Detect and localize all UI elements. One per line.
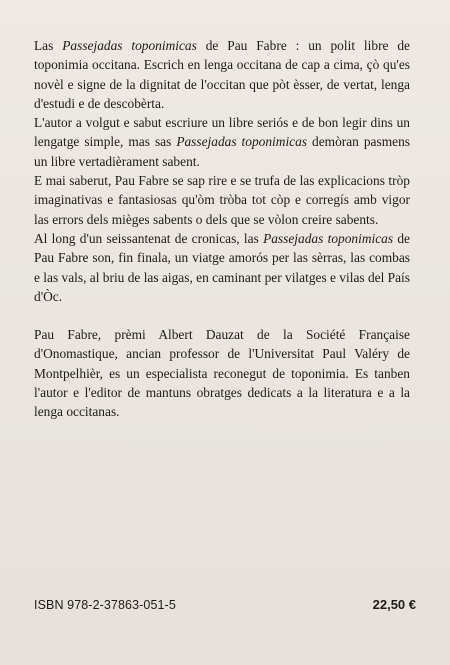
price: 22,50 €	[372, 597, 416, 612]
blurb-paragraph-1: Las Passejadas toponimicas de Pau Fabre : un polit libre de toponimia occitana. Escrich en lenga occitana de cap a cima, çò qu'es novèl e signe de la dignitat de l'occitan que pòt èsser, de vertat, lenga d'estudi e de descobèrta.	[34, 38, 410, 111]
isbn: ISBN 978-2-37863-051-5	[34, 598, 176, 612]
book-title: Passejadas toponimicas	[62, 38, 197, 53]
blurb-paragraph-4: Al long d'un seissantenat de cronicas, las Passejadas toponimicas de Pau Fabre son, fin finala, un viatge amorós per las sèrras, las combas e las vals, al briu de las aigas, en caminant per vilatges e vilas del País d'Òc.	[34, 230, 410, 304]
book-title: Passejadas toponimicas	[176, 134, 308, 150]
book-title: Passejadas toponimicas	[263, 230, 394, 246]
blurb-text	[34, 36, 410, 422]
blurb-paragraph-2: L'autor a volgut e sabut escriure un libre seriós e de bon legir dins un lengatge simple, mas sas Passejadas toponimicas demòran pasmens un libre vertadièrament sabent.	[34, 115, 410, 169]
author-bio: Pau Fabre, prèmi Albert Dauzat de la Société Française d'Onomastique, ancian professor de l'Universitat Paul Valéry de Montpelhièr, es un especialista reconegut de toponimia. Es tanben l'autor e l'editor de mantuns obratges dedicats a la literatura e a la lenga occitanas.	[34, 327, 410, 420]
blurb-paragraph-3: E mai saberut, Pau Fabre se sap rire e se trufa de las explicacions tròp imaginativas e fantasiosas qu'òm tròba tot còp e corregís amb vigor las errors dels mièges sabents o dels que se vòlon creire sabents.	[34, 173, 410, 227]
